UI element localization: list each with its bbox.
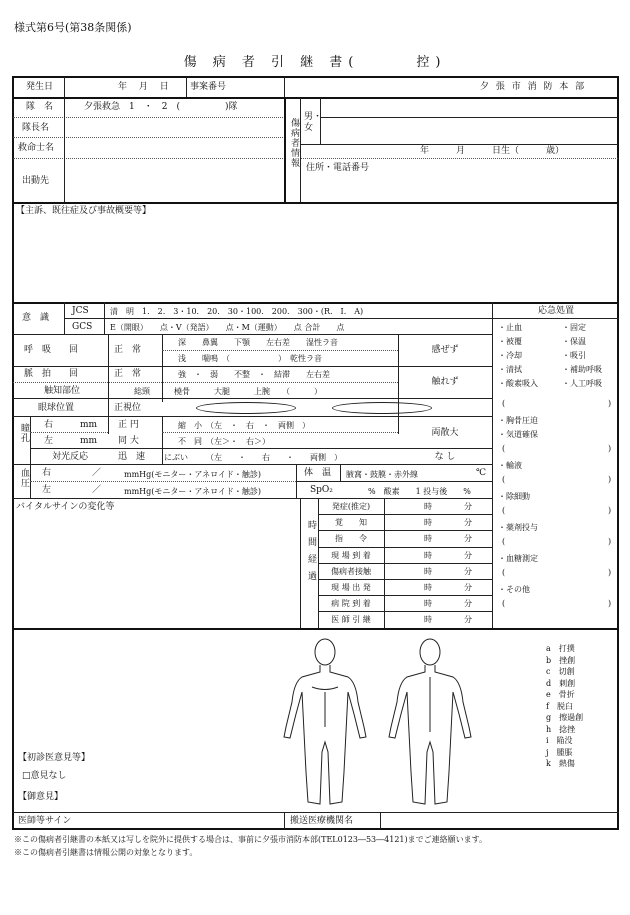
injury-legend-item: b 挫創: [546, 655, 576, 665]
body-diagram[interactable]: [280, 632, 480, 812]
pupil-unequal[interactable]: 不 同 （左＞・ 右＞）: [178, 437, 270, 446]
timeline-row-label: 発症(推定): [331, 502, 371, 511]
treatment-item[interactable]: ・固定: [562, 323, 586, 332]
reflex-fast[interactable]: 迅 速: [118, 452, 146, 462]
eye-position-label: 眼球位置: [38, 403, 75, 413]
gcs-values[interactable]: E（開眼） 点・V（発語） 点・M（運動） 点 合計 点: [110, 323, 345, 332]
pupil-equal[interactable]: 同 大: [118, 436, 139, 446]
treatment-item[interactable]: ・輸液: [498, 461, 522, 470]
pulse-not-felt[interactable]: 触れず: [431, 377, 459, 387]
opinion-label: 【御意見】: [18, 792, 64, 802]
injury-legend-item: e 骨折: [546, 690, 575, 699]
respiration-row2[interactable]: 浅 喘鳴 （ ） 乾性ラ音: [178, 354, 322, 363]
date-value[interactable]: 年 月 日: [118, 82, 169, 92]
treatment-item[interactable]: ・酸素吸入: [498, 379, 538, 388]
timeline-row-label: 病 院 到 着: [331, 599, 371, 609]
pupil-dilated[interactable]: 両散大: [431, 428, 459, 438]
eye-position-normal[interactable]: 正視位: [114, 403, 142, 413]
vital-change-label: バイタルサインの変化等: [16, 502, 115, 512]
timeline-time-field[interactable]: 時 分: [424, 599, 472, 609]
note-2: ※この傷病者引継書は情報公開の対象となります。: [14, 848, 198, 857]
bp-label: 血圧: [19, 468, 29, 488]
pupil-constricted[interactable]: 縮 小 （左 ・ 右 ・ 両側 ）: [178, 421, 310, 430]
bp-right-unit[interactable]: mmHg(モニター・アネロイド・触診): [124, 470, 261, 479]
birth-date-fields[interactable]: 年 月 日生（ 歳）: [420, 146, 565, 156]
patient-info-label: 傷病者情報: [289, 118, 299, 168]
treatment-item[interactable]: ・人工呼吸: [562, 379, 602, 388]
no-opinion-checkbox[interactable]: □意見なし: [22, 771, 67, 781]
pupil-left[interactable]: 左 mm: [44, 436, 98, 446]
injury-legend-item: a 打撲: [546, 644, 575, 653]
treatment-item[interactable]: ・血糖測定: [498, 554, 538, 563]
timeline-row-label: 医 師 引 継: [331, 615, 371, 625]
injury-legend-item: k 熱傷: [546, 759, 575, 768]
gcs-label: GCS: [72, 322, 93, 332]
pupil-label: 瞳孔: [19, 423, 29, 443]
bp-left-label: 左: [42, 485, 52, 495]
hospital-name-label: 搬送医療機関名: [290, 816, 354, 826]
injury-legend-item: f 脱臼: [546, 701, 573, 711]
injury-legend-item: h 捻挫: [546, 724, 576, 734]
treatment-item[interactable]: ・冷却: [498, 351, 522, 360]
date-label: 発生日: [26, 82, 54, 92]
treatment-item[interactable]: ・吸引: [562, 351, 586, 360]
treatment-item[interactable]: ・除細動: [498, 492, 530, 501]
jcs-label: JCS: [72, 306, 89, 316]
palpation-sites[interactable]: 総頸 橈骨 大腿 上腕 （ ）: [134, 387, 322, 396]
injury-legend-item: i 陥没: [546, 736, 573, 745]
injury-legend-item: g 擦過創: [546, 713, 584, 722]
treatment-item[interactable]: ・その他: [498, 585, 530, 594]
reflex-none[interactable]: な し: [434, 452, 456, 462]
temperature-unit: ℃: [476, 468, 487, 478]
respiration-normal[interactable]: 正 常: [114, 345, 142, 355]
jcs-values[interactable]: 清 明 1. 2. 3・10. 20. 30・100. 200. 300・(R. I. A): [110, 307, 364, 316]
respiration-row1[interactable]: 深 鼻翼 下顎 左右差 湿性ラ音: [178, 338, 338, 347]
temperature-label: 体 温: [304, 468, 332, 478]
form-number: 様式第6号(第38条関係): [14, 21, 132, 34]
team-label: 隊 名: [26, 102, 54, 112]
treatment-item[interactable]: ・薬剤投与: [498, 523, 538, 532]
complaint-label: 【主訴、既往症及び事故概要等】: [16, 206, 152, 216]
body-back-outline: [389, 639, 471, 804]
note-1: ※この傷病者引継書の本紙又は写しを院外に提供する場合は、事前に夕張市消防本部(TEL0123―53―4121)までご連絡願います。: [14, 835, 487, 844]
timeline-row-label: 現 場 到 着: [331, 550, 371, 560]
eye-position-oval-left[interactable]: [196, 402, 296, 414]
pulse-row1[interactable]: 強 ・ 弱 不整 ・ 結滞 左右差: [178, 370, 330, 379]
sex-label: 男・女: [304, 112, 323, 133]
emt-label: 救命士名: [18, 143, 55, 153]
timeline-time-field[interactable]: 時 分: [424, 518, 472, 528]
respiration-label: 呼 吸 回: [24, 345, 79, 355]
team-value[interactable]: 夕張救急 1 ・ 2 ( )隊: [84, 102, 238, 112]
reflex-sides[interactable]: （左 ・ 右 ・ 両側 ）: [206, 453, 342, 462]
timeline-row-label: 指 令: [335, 534, 367, 544]
consciousness-label: 意 識: [22, 313, 50, 323]
palpation-site-label: 触知部位: [44, 386, 81, 396]
bp-left-unit[interactable]: mmHg(モニター・アネロイド・触診): [124, 487, 261, 496]
spo2-label: SpO₂: [310, 485, 333, 495]
bp-right-label: 右: [42, 468, 52, 478]
spo2-value[interactable]: % 酸素 1 投与後 %: [368, 487, 471, 496]
bp-left-slash[interactable]: ／: [92, 485, 102, 495]
pupil-right[interactable]: 右 mm: [44, 420, 98, 430]
address-phone-label: 住所・電話番号: [306, 163, 370, 173]
fire-dept-name: 夕 張 市 消 防 本 部: [480, 82, 587, 92]
timeline-row-label: 傷病者接触: [331, 566, 371, 576]
injury-legend-item: c 切創: [546, 667, 575, 676]
treatment-item[interactable]: ・補助呼吸: [562, 365, 602, 374]
doctor-signature-label: 医師等サイン: [18, 816, 72, 826]
timeline-time-field[interactable]: 時 分: [424, 583, 472, 592]
light-reflex-label: 対光反応: [52, 452, 89, 462]
bp-right-slash[interactable]: ／: [92, 468, 102, 478]
body-front-outline: [284, 639, 366, 804]
timeline-row-label: 覚 知: [335, 518, 367, 528]
initial-opinion-label: 【初診医意見等】: [18, 753, 91, 763]
treatment-item[interactable]: ・保温: [562, 337, 586, 346]
temperature-sites[interactable]: 腋窩・鼓膜・赤外線: [346, 470, 418, 479]
pulse-label: 脈 拍 回: [24, 369, 79, 379]
treatment-label: 応急処置: [537, 306, 574, 316]
timeline-row-label: 現 場 出 発: [331, 583, 371, 592]
timeline-label: 時間経過: [306, 520, 316, 588]
timeline-time-field[interactable]: 時 分: [424, 615, 472, 625]
eye-position-oval-right[interactable]: [332, 402, 432, 414]
case-number-label: 事案番号: [190, 82, 227, 92]
timeline-time-field[interactable]: 時 分: [424, 566, 472, 576]
treatment-item[interactable]: ・気道確保: [498, 430, 538, 439]
page-title: 傷 病 者 引 継 書( 控): [183, 55, 447, 70]
injury-legend-item: j 腫脹: [546, 747, 573, 757]
timeline-time-field[interactable]: 時 分: [424, 534, 472, 544]
treatment-item[interactable]: ・胸骨圧迫: [498, 416, 538, 425]
dispatch-label: 出動先: [22, 176, 50, 186]
timeline-time-field[interactable]: 時 分: [424, 550, 472, 560]
treatment-item[interactable]: ・清拭: [498, 365, 522, 374]
treatment-item[interactable]: ・止血: [498, 323, 522, 332]
leader-label: 隊長名: [22, 123, 50, 133]
injury-legend-item: d 刺創: [546, 678, 576, 688]
treatment-item[interactable]: ・被覆: [498, 337, 522, 346]
respiration-not-felt[interactable]: 感ぜず: [431, 345, 459, 355]
reflex-slow[interactable]: にぶい: [164, 453, 188, 462]
pupil-round[interactable]: 正 円: [118, 420, 139, 430]
pulse-normal[interactable]: 正 常: [114, 369, 142, 379]
timeline-time-field[interactable]: 時 分: [424, 502, 472, 511]
